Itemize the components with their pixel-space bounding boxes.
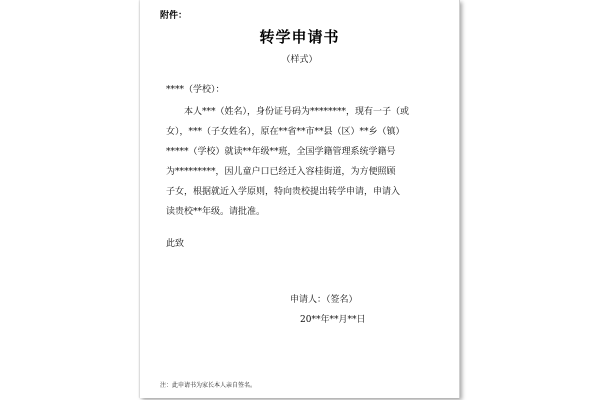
closing-text: 此致: [166, 239, 185, 249]
attachment-label: 附件：: [160, 11, 188, 21]
document-page: [140, 0, 460, 398]
document-subtitle: （样式）: [281, 55, 318, 65]
footnote: 注：此申请书为家长本人亲自签名。: [160, 382, 257, 389]
body-line: *****（学校）就读**年级**班，全国学籍管理系统学籍号: [166, 147, 396, 157]
body-line: 为*********，因儿童户口已经迁入容桂街道，为方便照顾: [166, 167, 396, 177]
applicant-signature-line: 申请人：（签名）: [290, 295, 358, 305]
salutation: ****（学校）：: [166, 85, 225, 95]
date-line: 20**年**月**日: [300, 315, 366, 325]
body-line: 女），***（子女姓名），原在**省**市**县（区）**乡（镇）: [166, 127, 405, 137]
body-paragraph: [166, 102, 434, 222]
document-title: 转学申请书: [259, 28, 340, 46]
body-line: 本人***（姓名），身份证号码为********，现有一子（或: [184, 107, 410, 117]
body-line: 读贵校**年级。请批准。: [166, 207, 266, 217]
body-line: 子女，根据就近入学原则，特向贵校提出转学申请，申请入: [166, 187, 401, 197]
